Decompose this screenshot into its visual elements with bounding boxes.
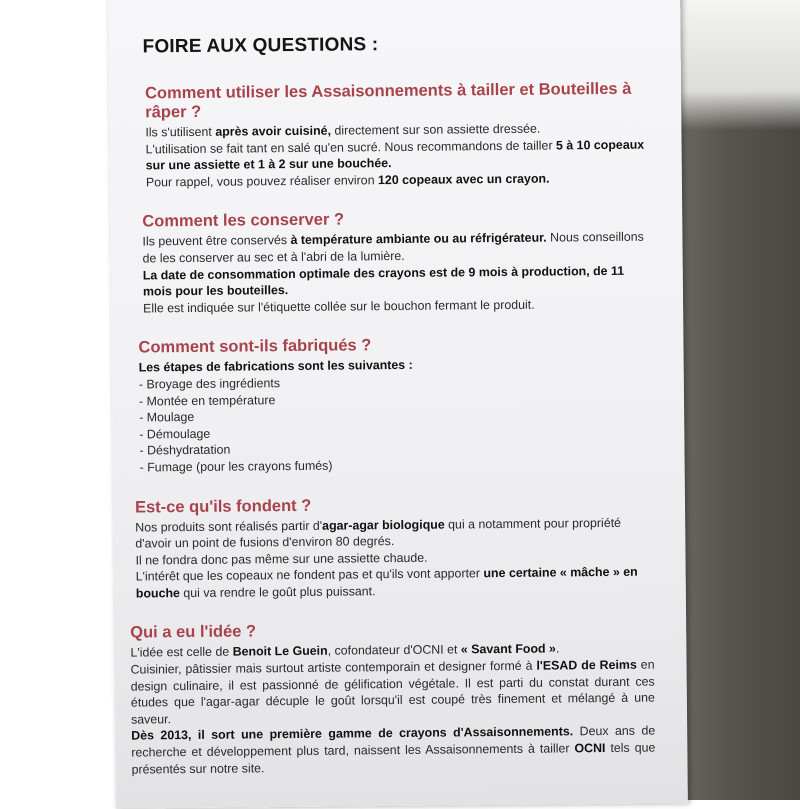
answer-paragraph: Ils peuvent être conservés à température ambiante ou au réfrigérateur. Nous conseillons de les conserver au sec et à l'abri de la lumière.: [142, 230, 644, 266]
background-left: [0, 0, 112, 800]
faq-section-origin: [130, 619, 655, 778]
answer-paragraph: Il ne fondra donc pas même sur une assiette chaude.: [135, 550, 428, 568]
answer-paragraph: Pour rappel, vous pouvez réaliser environ 120 copeaux avec un crayon.: [145, 171, 550, 190]
faq-section-making: [138, 334, 652, 476]
list-item: - Démoulage: [139, 426, 211, 442]
list-item: - Déshydratation: [139, 442, 231, 458]
faq-section-melting: [135, 493, 654, 602]
background-right: [676, 0, 800, 800]
answer-paragraph: L'utilisation se fait tant en salé qu'en sucré. Nous recommandons de tailler 5 à 10 copeaux sur une assiette et 1 à 2 sur une bouchée.: [145, 137, 645, 173]
answer-paragraph: L'idée est celle de Benoit Le Guein, cofondateur d'OCNI et « Savant Food ».: [130, 641, 560, 661]
list-item: - Broyage des ingrédients: [138, 376, 281, 392]
list-item: - Moulage: [139, 410, 195, 425]
answer-paragraph: Cuisinier, pâtissier mais surtout artiste contemporain et designer formé à l'ESAD de Reims en design culinaire, il est passionné de gélification végétale. Il est parti du constat durant ces études que l'agar-agar décuple le goût lorsqu'il est coupé très finement et mélangé à une saveur.: [130, 657, 655, 727]
paper-sheet: [108, 0, 688, 809]
steps-intro: Les étapes de fabrications sont les suivantes :: [138, 358, 413, 375]
answer-paragraph: La date de consommation optimale des crayons est de 9 mois à production, de 11 mois pour les bouteilles.: [142, 263, 625, 299]
list-item: - Fumage (pour les crayons fumés): [139, 458, 333, 475]
list-item: - Montée en température: [138, 392, 276, 409]
question-heading: Comment les conserver ?: [142, 210, 345, 231]
page-title: FOIRE AUX QUESTIONS :: [142, 34, 379, 58]
answer-paragraph: Elle est indiquée sur l'étiquette collée sur le bouchon fermant le produit.: [143, 297, 535, 316]
answer-paragraph: L'intérêt que les copeaux ne fondent pas et qu'ils vont apporter une certaine « mâche » en bouche qui va rendre le goût plus puissant.: [135, 564, 638, 601]
answer-paragraph: Nos produits sont réalisés partir d'agar-agar biologique qui a notamment pour propriété d'avoir un point de fusions d'environ 80 degrés.: [135, 515, 622, 551]
steps-list: [139, 372, 653, 476]
question-heading: Comment utiliser les Assaisonnements à tailler et Bouteilles à râper ?: [144, 79, 632, 122]
answer-paragraph: Ils s'utilisent après avoir cuisiné, directement sur son assiette dressée.: [145, 121, 541, 140]
faq-section-storage: [142, 208, 651, 317]
question-heading: Qui a eu l'idée ?: [130, 622, 257, 643]
faq-content: [130, 22, 656, 778]
faq-section-usage: [145, 80, 650, 191]
question-heading: Est-ce qu'ils fondent ?: [134, 496, 312, 517]
answer-paragraph: Dès 2013, il sort une première gamme de crayons d'Assaisonnements. Deux ans de recherche et développement plus tard, naissent les Assaisonnements à tailler OCNI tels que présentés sur notre site.: [131, 723, 656, 777]
question-heading: Comment sont-ils fabriqués ?: [138, 336, 372, 357]
